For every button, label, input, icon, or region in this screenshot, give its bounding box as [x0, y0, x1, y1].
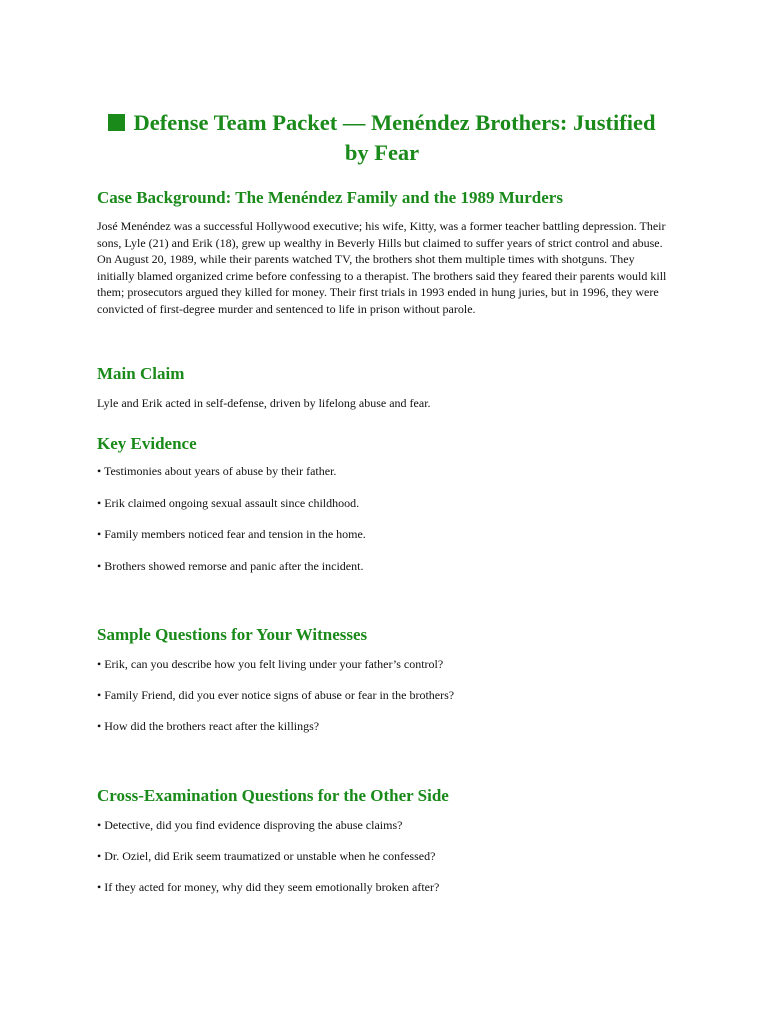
- cross-examination-item: • If they acted for money, why did they seem emotionally broken after?: [97, 880, 440, 894]
- cross-examination-item: • Dr. Oziel, did Erik seem traumatized or unstable when he confessed?: [97, 849, 436, 863]
- key-evidence-item: • Family members noticed fear and tension in the home.: [97, 527, 366, 541]
- document-page: [97, 0, 667, 1024]
- sample-question-item: • Erik, can you describe how you felt living under your father’s control?: [97, 657, 444, 671]
- cross-examination-item: • Detective, did you find evidence disproving the abuse claims?: [97, 818, 403, 832]
- background-heading: Case Background: The Menéndez Family and the 1989 Murders: [97, 188, 563, 207]
- main-claim-text: Lyle and Erik acted in self-defense, driven by lifelong abuse and fear.: [97, 396, 431, 410]
- main-claim-heading: Main Claim: [97, 364, 185, 383]
- key-evidence-item: • Erik claimed ongoing sexual assault since childhood.: [97, 496, 360, 510]
- page-title: [97, 108, 667, 168]
- green-square-icon: [108, 114, 125, 131]
- background-paragraph: José Menéndez was a successful Hollywood executive; his wife, Kitty, was a former teacher battling depression. Their sons, Lyle (21) and Erik (18), grew up wealthy in Beverly Hills but claimed to suffer years of strict control and abuse. On August 20, 1989, while their parents watched TV, the brothers shot them multiple times with shotguns. They initially blamed organized crime before confessing to a therapist. The brothers said they feared their parents would kill them; prosecutors argued they killed for money. Their first trials in 1993 ended in hung juries, but in 1996, they were convicted of first-degree murder and sentenced to life in prison without parole.: [97, 219, 667, 316]
- cross-examination-heading: Cross-Examination Questions for the Other Side: [97, 786, 449, 805]
- sample-questions-heading: Sample Questions for Your Witnesses: [97, 625, 368, 644]
- sample-question-item: • Family Friend, did you ever notice signs of abuse or fear in the brothers?: [97, 688, 455, 702]
- key-evidence-item: • Testimonies about years of abuse by their father.: [97, 464, 337, 478]
- key-evidence-item: • Brothers showed remorse and panic after the incident.: [97, 559, 364, 573]
- page-title-text: Defense Team Packet — Menéndez Brothers: Justified by Fear: [133, 110, 656, 165]
- sample-question-item: • How did the brothers react after the killings?: [97, 719, 320, 733]
- key-evidence-heading: Key Evidence: [97, 434, 197, 453]
